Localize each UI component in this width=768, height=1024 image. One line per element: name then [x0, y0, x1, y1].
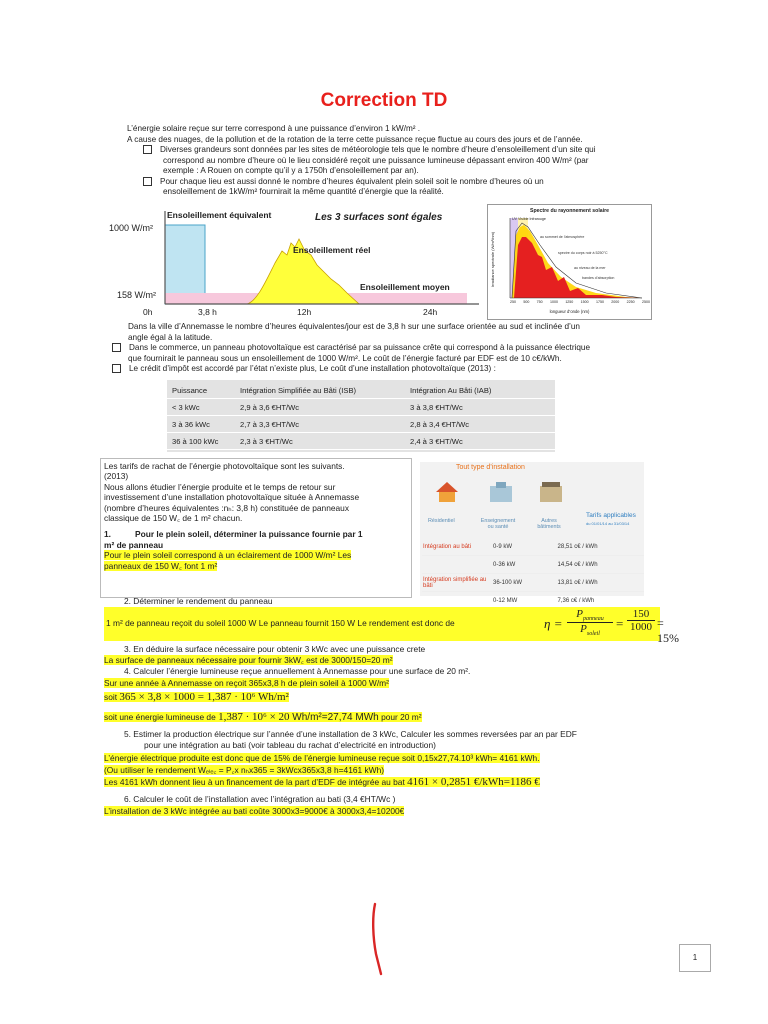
checkbox-icon — [143, 177, 152, 186]
table-cell: 3 à 3,8 €HT/Wc — [405, 399, 555, 416]
table-row: Intégration au bâti 0-9 kW 28,51 c€ / kWh — [422, 538, 644, 556]
cost-table — [167, 382, 555, 450]
table-row — [167, 399, 555, 416]
table-row — [167, 416, 555, 433]
installation-title: Tout type d’installation — [456, 464, 525, 471]
commerce-text-1: Dans le commerce, un panneau photovoltaïque est caractérisé par sa puissance crête qui correspond à la puissance électrique — [112, 343, 657, 354]
table-header: Puissance — [167, 382, 235, 399]
answer-3: La surface de panneaux nécessaire pour fournir 3kW꜀ est de 3000/150=20 m² — [104, 655, 393, 665]
label-average: Ensoleillement moyen — [360, 282, 450, 292]
spectrum-annot-2: spectre du corps noir à 5250°C — [558, 251, 608, 255]
chart-annotation: Les 3 surfaces sont égales — [315, 212, 443, 223]
answer-1b: panneaux de 150 W꜀ font 1 m² — [104, 560, 218, 571]
tarifs-p4: investissement d’une installation photovoltaïque située à Annemasse — [104, 492, 360, 503]
spectrum-annot-3: au niveau de la mer — [574, 266, 606, 270]
spectrum-x-ticks: 250 500 750 1000 1250 1500 1750 2000 2250 2500 — [510, 300, 650, 304]
intro-bullet-2-cont: ensoleillement de 1kW/m² fournirait la même quantité d’énergie que la réalité. — [163, 187, 444, 196]
table-cell: 36 à 100 kWc — [167, 433, 235, 450]
intro-bullet-1-cont2: exemple : A Rouen on compte qu’il y a 1750h d’ensoleillement par an). — [163, 166, 419, 175]
intro-bullet-2: Pour chaque lieu est aussi donné le nombre d’heures équivalent plein soleil soit le nombre d’heures où un — [127, 177, 667, 188]
table-header-row — [167, 382, 555, 399]
tarifs-p2: (2013) — [104, 471, 129, 482]
table-row — [167, 433, 555, 450]
answer-6: L’installation de 3 kWc intégrée au bati coûte 3000x3=9000€ à 3000x3,4=10200€ — [104, 806, 405, 816]
installation-tarif-figure — [412, 458, 652, 604]
question-1: 1. Pour le plein soleil, déterminer la puissance fournie par 1 — [104, 529, 363, 540]
y-label-low: 158 W/m² — [117, 290, 157, 300]
annemasse-text-1: Dans la ville d’Annemasse le nombre d’heures équivalentes/jour est de 3,8 h sur une surface orientée au sud et inclinée d’un — [128, 322, 580, 331]
pen-stroke — [366, 898, 386, 978]
answer-4c: soit une énergie lumineuse de 1,387 · 10⁶ × 20 Wh/m²=27,74 MWh pour 20 m² — [104, 711, 422, 723]
spectrum-svg — [506, 215, 646, 303]
tarif-period: du 01/01/14 au 31/03/14 — [586, 521, 630, 526]
answer-1a: Pour le plein soleil correspond à un éclairement de 1000 W/m² Les — [104, 550, 352, 561]
school-icon — [488, 480, 514, 502]
tarifs-p3: Nous allons étudier l’énergie produite et le temps de retour sur — [104, 481, 336, 492]
icon-label-other: Autres bâtiments — [537, 518, 561, 530]
question-5: 5. Estimer la production électrique sur l’année d’une installation de 3 kWc, Calculer les sommes reversées par an par EDF pour une intégration au bati (voir tableau du rachat d’electricité en introduction) — [124, 729, 577, 750]
spectrum-annot-4: bandes d’absorption — [582, 276, 615, 280]
question-6: 6. Calculer le coût de l’installation avec l’intégration au bati (3,4 €HT/Wc ) — [124, 794, 396, 804]
table-cell: 2,4 à 3 €HT/Wc — [405, 433, 555, 450]
question-4: 4. Calculer l’énergie lumineuse reçue annuellement à Annemasse pour une surface de 20 m². — [124, 666, 471, 676]
page-title: Correction TD — [320, 90, 448, 111]
page-number-box — [679, 944, 711, 972]
context-block — [112, 322, 657, 375]
answer-5c: Les 4161 kWh donnent lieu à un financement de la part d’EDF de intégrée au bat 4161 × 0,2851 €/kWh=1186 € — [104, 776, 540, 788]
table-row: Intégration simplifiée au bâti 36-100 kW 13,81 c€ / kWh — [422, 574, 644, 592]
question-3: 3. En déduire la surface nécessaire pour obtenir 3 kWc avec une puissance crete — [124, 644, 426, 654]
question-2: 2. Déterminer le rendement du panneau — [124, 596, 273, 606]
x-tick-2: 12h — [297, 307, 312, 317]
label-equivalent: Ensoleillement équivalent — [167, 210, 272, 220]
intro-bullet-1-cont: correspond au nombre d’heure où le lieu considéré reçoit une puissance lumineuse dépassant environ 400 W/m² (par — [163, 155, 589, 165]
table-cell: 3 à 36 kWc — [167, 416, 235, 433]
table-header: Intégration Simplifiée au Bâti (ISB) — [235, 382, 405, 399]
tarifs-p6: classique de 150 W꜀ de 1 m² chacun. — [104, 513, 243, 524]
table-cell: < 3 kWc — [167, 399, 235, 416]
checkbox-icon — [112, 364, 121, 373]
answer-5a: L’énergie électrique produite est donc que de 15% de l’énergie lumineuse reçue soit 0,15x27,74.10³ kWh= 4161 kWh. — [104, 753, 540, 763]
intro-line-2: A cause des nuages, de la pollution et de la rotation de la terre cette puissance reçue fluctue au cours des jours et de l’année. — [127, 134, 583, 144]
table-header: Intégration Au Bâti (IAB) — [405, 382, 555, 399]
answer-5b: (Ou utiliser le rendement Wₑₗₑ꜀ = P꜀x nₕx365 = 3kWcx365x3,8 h=4161 kWh) — [104, 765, 385, 775]
credit-text: Le crédit d’impôt est accordé par l’état n’existe plus, Le coût d’une installation photovoltaïque (2013) : — [112, 364, 657, 375]
equivalent-area — [165, 225, 205, 304]
solar-spectrum-figure — [487, 204, 652, 320]
x-tick-3: 24h — [423, 307, 438, 317]
y-label-high: 1000 W/m² — [109, 223, 154, 233]
table-cell: 2,9 à 3,6 €HT/Wc — [235, 399, 405, 416]
intro-line-1: L’énergie solaire reçue sur terre correspond à une puissance d’environ 1 kW/m² . — [127, 124, 421, 133]
x-tick-1: 3,8 h — [198, 307, 217, 317]
question-1-cont: m² de panneau — [104, 539, 164, 550]
page-number: 1 — [692, 953, 698, 962]
spectrum-title: Spectre du rayonnement solaire — [530, 208, 609, 214]
annemasse-text-2: angle égal à la latitude. — [128, 332, 213, 342]
cost-table-wrap — [167, 380, 555, 452]
icon-label-education: Enseignement ou santé — [480, 518, 516, 530]
spectrum-ylabel: Irradiance spectrale (W/m²/nm) — [490, 231, 495, 287]
intro-block — [127, 124, 667, 198]
x-tick-0: 0h — [143, 307, 153, 317]
checkbox-icon — [143, 145, 152, 154]
checkbox-icon — [112, 343, 121, 352]
building-icon — [538, 480, 564, 502]
answer-4a: Sur une année à Annemasse on reçoit 365x3,8 h de plein soleil à 1000 W/m² — [104, 678, 389, 688]
icon-label-residential: Résidentiel — [428, 518, 455, 524]
house-icon — [434, 480, 460, 502]
tarifs-box — [100, 458, 412, 598]
spectrum-annot-1: au sommet de l’atmosphère — [540, 235, 585, 239]
spectrum-xlabel: longueur d’onde (nm) — [549, 309, 590, 314]
intro-bullet-1: Diverses grandeurs sont données par les sites de météorologie tels que le nombre d’heure d’ensoleillement d’un site qui — [127, 145, 667, 156]
table-cell: 2,3 à 3 €HT/Wc — [235, 433, 405, 450]
table-cell: 2,8 à 3,4 €HT/Wc — [405, 416, 555, 433]
sunshine-chart — [107, 203, 485, 319]
tarifs-p1: Les tarifs de rachat de l’énergie photovoltaïque sont les suivants. — [104, 461, 345, 471]
tarif-header: Tarifs applicables — [586, 512, 636, 519]
spectrum-legend: UV Visible Infrarouge — [512, 217, 546, 221]
answer-2: 1 m² de panneau reçoit du soleil 1000 W Le panneau fournit 150 W Le rendement est donc de η = $P_{panneau}$ $P_{soleil}$ = 150 1000 = 15% — [106, 608, 679, 645]
tarifs-p5: (nombre d’heures équivalentes :nₕ: 3,8 h) constituée de panneaux — [104, 502, 350, 513]
table-row: 0-12 MW 7,36 c€ / kWh — [422, 592, 644, 610]
commerce-text-2: que fournirait le panneau sous un ensoleillement de 1000 W/m². Le coût de l’énergie facturé par EDF est de 10 c€/kWh. — [128, 353, 562, 363]
table-row: 0-36 kW 14,54 c€ / kWh — [422, 556, 644, 574]
answer-4b: soit 365 × 3,8 × 1000 = 1,387 · 10⁶ Wh/m² — [104, 691, 289, 703]
table-cell: 2,7 à 3,3 €HT/Wc — [235, 416, 405, 433]
label-real: Ensoleillement réel — [293, 245, 371, 255]
